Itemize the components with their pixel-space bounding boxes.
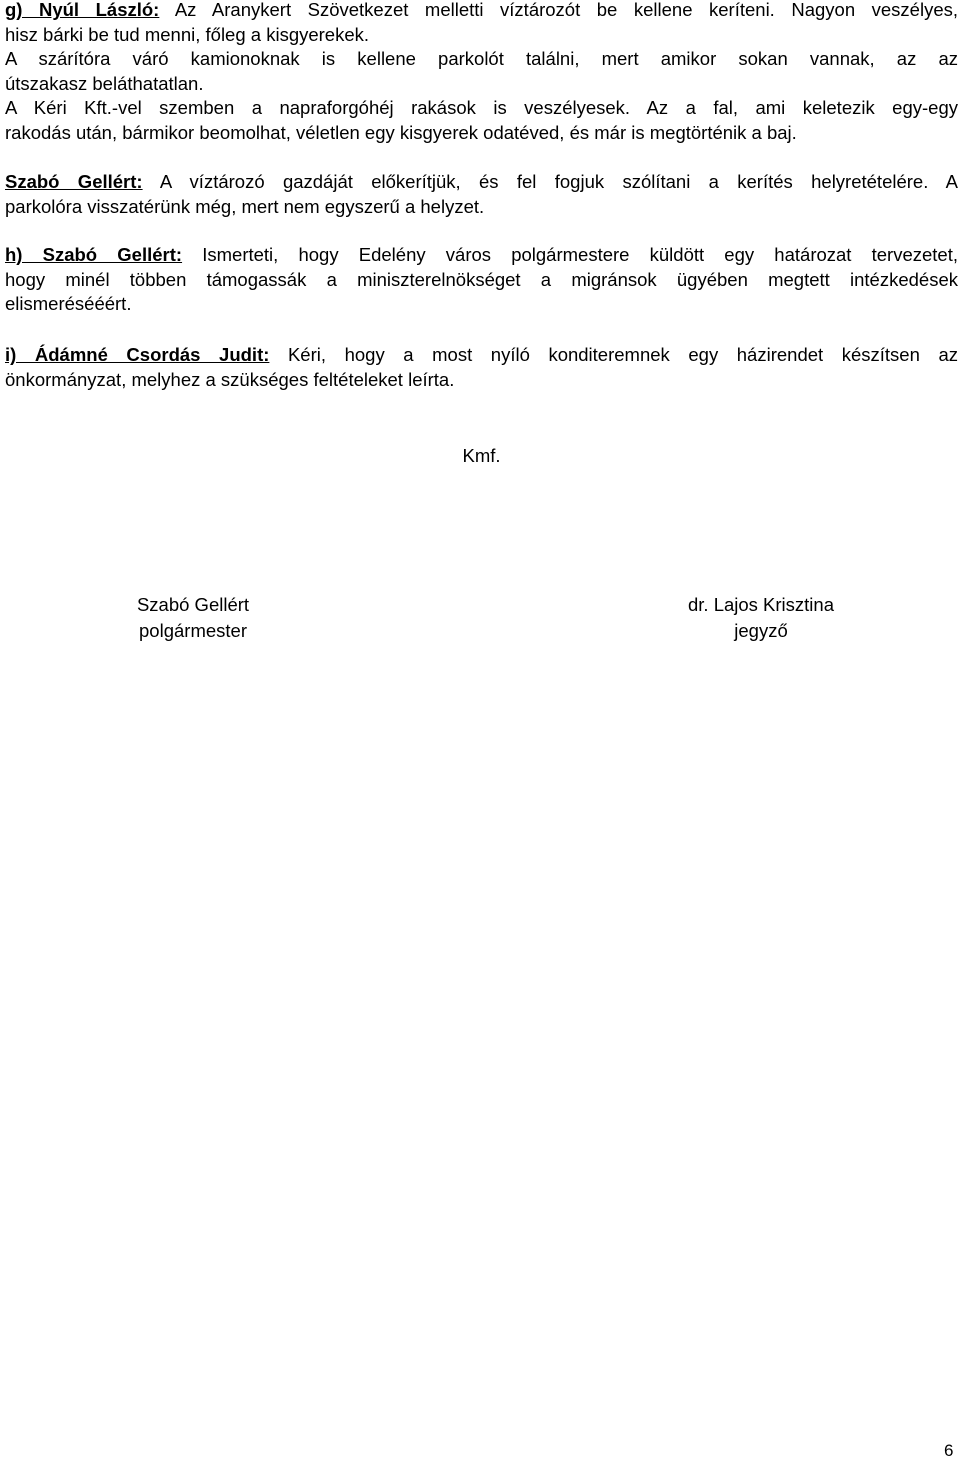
- paragraph-line: hogy minél többen támogassák a miniszterelnökséget a migránsok ügyében megtett intézkedések: [5, 268, 958, 290]
- speaker-label: g) Nyúl László:: [5, 0, 160, 20]
- paragraph-line: [5, 243, 958, 268]
- paragraph-text: Ismerteti, hogy Edelény város polgármestere küldött egy határozat tervezetet,: [182, 244, 958, 265]
- paragraph-line: önkormányzat, melyhez a szükséges feltételeket leírta.: [5, 368, 455, 390]
- paragraph-line: [5, 0, 958, 23]
- signature-name: dr. Lajos Krisztina: [687, 594, 834, 615]
- paragraph-line: [5, 343, 958, 368]
- speaker-label: Szabó Gellért:: [5, 171, 143, 192]
- paragraph-line: A Kéri Kft.-vel szemben a napraforgóhéj rakások is veszélyesek. Az a fal, ami keletezik egy-egy: [5, 97, 958, 118]
- paragraph-g: [5, 0, 958, 145]
- paragraph-i: [5, 343, 958, 392]
- paragraph-text: Kéri, hogy a most nyíló konditeremnek egy házirendet készítsen az: [269, 344, 958, 365]
- kmf-label: Kmf.: [462, 445, 501, 466]
- paragraph-h: [5, 243, 958, 317]
- signature-block-mayor: [93, 592, 293, 644]
- signature-name: Szabó Gellért: [136, 594, 250, 615]
- paragraph-text: Az Aranykert Szövetkezet melletti víztározót be kellene keríteni. Nagyon veszélyes,: [159, 0, 958, 20]
- paragraph-line: rakodás után, bármikor beomolhat, véletlen egy kisgyerek odatéved, és már is megtörténik a baj.: [5, 121, 797, 143]
- speaker-label: i) Ádámné Csordás Judit:: [5, 344, 270, 365]
- signature-title: jegyző: [734, 620, 788, 641]
- page-number: 6: [944, 1441, 954, 1460]
- paragraph-szabo-reply: [5, 170, 958, 219]
- paragraph-line: A szárítóra váró kamionoknak is kellene parkolót találni, mert amikor sokan vannak, az az: [5, 48, 958, 69]
- paragraph-line: elismerésééért.: [5, 293, 132, 314]
- signature-block-notary: [641, 592, 881, 644]
- paragraph-line: parkolóra visszatérünk még, mert nem egyszerű a helyzet.: [5, 195, 485, 217]
- speaker-label: h) Szabó Gellért:: [5, 244, 183, 265]
- signature-title: polgármester: [139, 620, 247, 641]
- paragraph-line: hisz bárki be tud menni, főleg a kisgyerekek.: [5, 23, 370, 45]
- paragraph-line: útszakasz beláthatatlan.: [5, 72, 204, 94]
- paragraph-text: A víztározó gazdáját előkerítjük, és fel fogjuk szólítani a kerítés helyretételére. A: [142, 171, 959, 192]
- paragraph-line: [5, 170, 958, 195]
